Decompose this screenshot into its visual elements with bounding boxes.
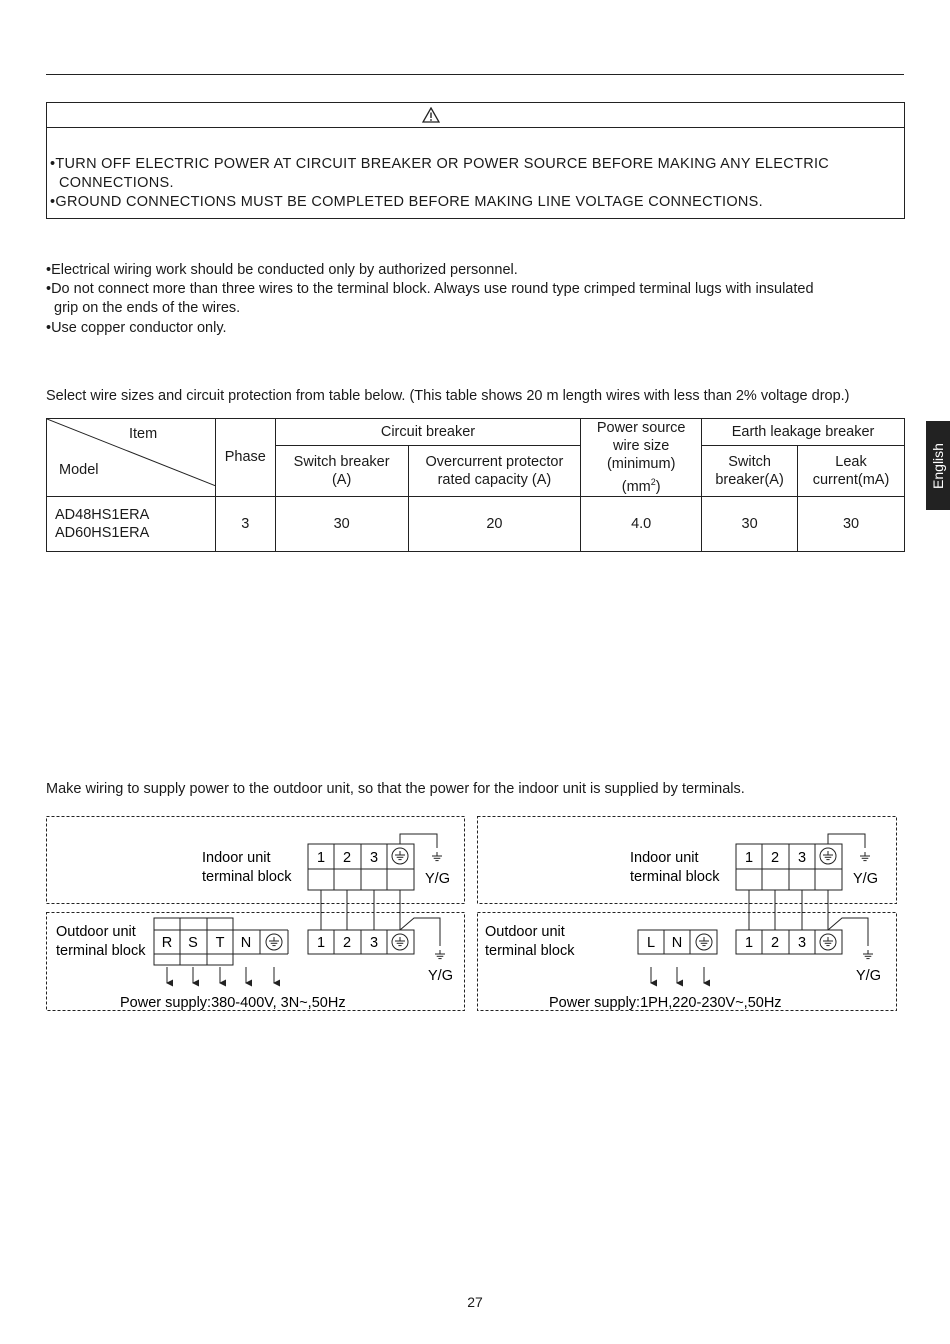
svg-text:2: 2 — [770, 850, 780, 866]
svg-text:2: 2 — [770, 935, 780, 951]
outdoor-label: Outdoor unit — [56, 924, 136, 940]
diagram-three-phase — [47, 817, 465, 1012]
svg-text:2: 2 — [342, 935, 352, 951]
table-row — [47, 496, 905, 551]
model-cell: AD48HS1ERA AD60HS1ERA — [47, 496, 216, 551]
ground-icon — [432, 852, 442, 861]
svg-text:R: R — [161, 935, 173, 951]
phase-cell: 3 — [215, 496, 275, 551]
indoor-label: Indoor unit — [202, 850, 271, 866]
power-supply-label: Power supply:1PH,220-230V~,50Hz — [549, 995, 782, 1011]
wiring-intro: Make wiring to supply power to the outdoor unit, so that the power for the indoor unit is supplied by terminals. — [46, 781, 745, 797]
ground-label: Y/G — [856, 968, 881, 984]
power-supply-label: Power supply:380-400V, 3N~,50Hz — [120, 995, 346, 1011]
note-item: •Do not connect more than three wires to the terminal block. Always use round type crimped terminal lugs with insulated — [46, 281, 814, 297]
phase-header: Phase — [215, 419, 275, 497]
bullet-icon: • — [46, 320, 52, 336]
el-switch-cell: 30 — [702, 496, 798, 551]
ground-icon — [863, 950, 873, 959]
supply-arrows — [651, 967, 704, 983]
svg-text:N: N — [240, 935, 252, 951]
indoor-label: terminal block — [202, 869, 292, 885]
svg-text:1: 1 — [744, 850, 754, 866]
circuit-breaker-header: Circuit breaker — [275, 419, 581, 446]
warning-box — [46, 102, 905, 219]
warning-line-2: CONNECTIONS. — [59, 175, 174, 191]
outdoor-label: terminal block — [485, 943, 575, 959]
svg-text:3: 3 — [369, 935, 379, 951]
ground-icon — [435, 950, 445, 959]
ground-label: Y/G — [428, 968, 453, 984]
el-leak-header: Leak current(mA) — [798, 445, 905, 496]
bullet-icon: • — [46, 281, 52, 297]
warning-header — [47, 103, 904, 128]
ground-icon — [860, 852, 870, 861]
interconnect-wires — [321, 890, 400, 930]
svg-text:1: 1 — [744, 935, 754, 951]
earth-leakage-header: Earth leakage breaker — [702, 419, 905, 446]
svg-text:3: 3 — [797, 935, 807, 951]
warning-triangle-icon — [422, 107, 440, 123]
svg-text:L: L — [646, 935, 656, 951]
indoor-terminal-block — [736, 844, 842, 890]
outdoor-terminal-block — [736, 930, 842, 954]
outdoor-terminal-block — [308, 930, 414, 954]
indoor-terminal-block — [308, 844, 414, 890]
page-number: 27 — [467, 1294, 483, 1310]
item-model-header — [47, 419, 216, 497]
el-leak-cell: 30 — [798, 496, 905, 551]
supply-arrows — [167, 967, 274, 983]
svg-text:T: T — [215, 935, 225, 951]
overcurrent-header: Overcurrent protector rated capacity (A) — [408, 445, 581, 496]
ground-label: Y/G — [425, 871, 450, 887]
svg-text:1: 1 — [316, 935, 326, 951]
el-switch-header: Switch breaker(A) — [702, 445, 798, 496]
warning-line-3: •GROUND CONNECTIONS MUST BE COMPLETED BEFORE MAKING LINE VOLTAGE CONNECTIONS. — [50, 194, 763, 210]
power-source-header: Power source wire size (minimum) $(mm^2)$ — [581, 419, 702, 497]
power-terminal-block — [638, 930, 717, 954]
warning-line-1: •TURN OFF ELECTRIC POWER AT CIRCUIT BREAKER OR POWER SOURCE BEFORE MAKING ANY ELECTRIC — [50, 156, 830, 172]
switch-breaker-header: Switch breaker (A) — [275, 445, 408, 496]
svg-text:3: 3 — [797, 850, 807, 866]
indoor-label: Indoor unit — [630, 850, 699, 866]
svg-text:S: S — [188, 935, 198, 951]
language-tab: English — [926, 421, 950, 510]
indoor-label: terminal block — [630, 869, 720, 885]
wiring-diagrams — [0, 810, 950, 1020]
item-label: Item — [129, 426, 158, 442]
note-item: •Use copper conductor only. — [46, 320, 227, 336]
svg-text:1: 1 — [316, 850, 326, 866]
note-item: •Electrical wiring work should be conducted only by authorized personnel. — [46, 262, 518, 278]
ground-label: Y/G — [853, 871, 878, 887]
note-item-continued: grip on the ends of the wires. — [54, 300, 241, 316]
outdoor-label: terminal block — [56, 943, 146, 959]
wire-size-cell: 4.0 — [581, 496, 702, 551]
svg-text:N: N — [671, 935, 683, 951]
svg-text:2: 2 — [342, 850, 352, 866]
top-rule — [46, 74, 904, 75]
outdoor-label: Outdoor unit — [485, 924, 565, 940]
svg-text:3: 3 — [369, 850, 379, 866]
model-label: Model — [59, 462, 99, 478]
wiring-spec-table — [46, 418, 905, 552]
diagram-single-phase — [478, 817, 897, 1012]
bullet-icon: • — [46, 262, 52, 278]
overcurrent-cell: 20 — [408, 496, 581, 551]
switch-breaker-cell: 30 — [275, 496, 408, 551]
interconnect-wires — [749, 890, 828, 930]
table-intro: Select wire sizes and circuit protection from table below. (This table shows 20 m length wires with less than 2% voltage drop.) — [46, 388, 850, 404]
power-terminal-block — [154, 918, 288, 965]
